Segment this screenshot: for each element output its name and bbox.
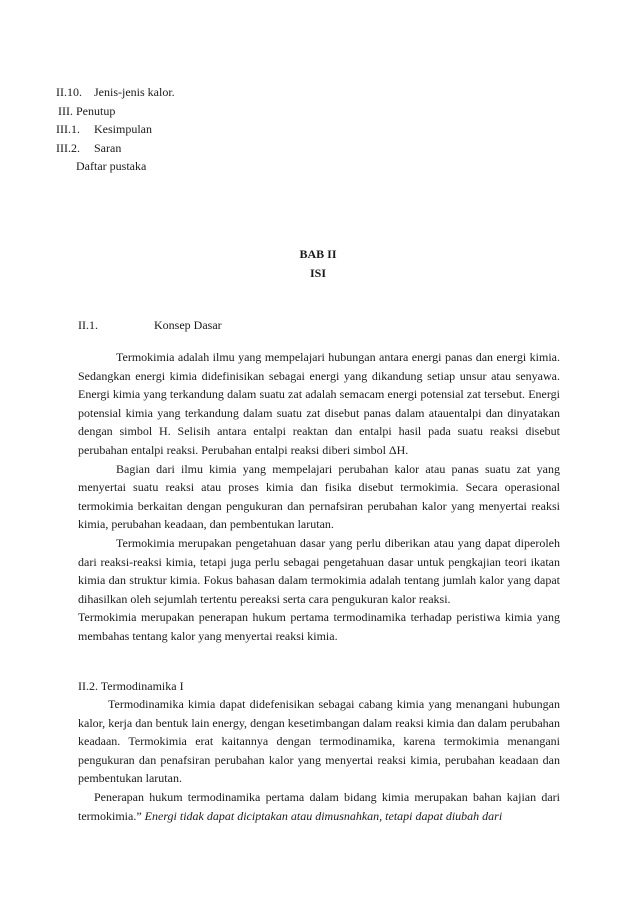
toc-item bbox=[56, 139, 175, 158]
paragraph: Termodinamika kimia dapat didefenisikan sebagai cabang kimia yang menangani hubungan kalor, kerja dan bentuk lain energy, dengan kesetimbangan dalam reaksi kimia dan dalam perubahan keadaan. Termokimia erat kaitannya dengan termodinamika, karena termokimia menangani pengukuran dan penafsiran perubahan kalor yang menyertai reaksi kimia, perubahan keadaan dan pembentukan larutan. bbox=[78, 697, 560, 786]
section-heading bbox=[78, 316, 560, 334]
toc-item bbox=[56, 120, 175, 139]
toc-label: Saran bbox=[94, 140, 122, 155]
toc-number: III.1. bbox=[56, 122, 80, 136]
section-title: Konsep Dasar bbox=[154, 318, 222, 332]
table-of-contents bbox=[56, 83, 175, 176]
toc-label: Jenis-jenis kalor. bbox=[94, 85, 175, 99]
paragraph: Bagian dari ilmu kimia yang mempelajari perubahan kalor atau panas suatu zat yang menyertai suatu reaksi atau proses kimia dan fisika disebut termokimia. Secara operasional termokimia berkaitan dengan pengukuran dan pernafsiran perubahan kalor yang menyertai reaksi kimia, perubahan keadaan, dan pembentukan larutan. bbox=[78, 461, 560, 532]
toc-number: III.2. bbox=[56, 140, 80, 155]
chapter-title: BAB II bbox=[299, 247, 337, 261]
section-konsep-dasar bbox=[78, 316, 560, 646]
chapter-subtitle: ISI bbox=[309, 266, 326, 280]
toc-item bbox=[56, 102, 175, 121]
paragraph: Termokimia merupakan penerapan hukum pertama termodinamika terhadap peristiwa kimia yang membahas tentang kalor yang menyertai reaksi kimia. bbox=[78, 610, 560, 643]
toc-item bbox=[56, 157, 175, 176]
paragraph: Termokimia adalah ilmu yang mempelajari hubungan antara energi panas dan energi kimia. Sedangkan energi kimia didefinisikan sebagai energi yang dikandung setiap unsur atau senyawa. Energi kimia yang terkandung dalam suatu zat adalah semacam energi potensial zat tersebut. Energi potensial kimia yang terkandung dalam suatu zat disebut panas dalam atauentalpi dan dinyatakan dengan simbol H. Selisih antara entalpi reaktan dan entalpi hasil pada suatu reaksi disebut perubahan entalpi reaksi. Perubahan entalpi reaksi diberi simbol ΔH. bbox=[78, 350, 560, 457]
section-termodinamika bbox=[78, 677, 560, 825]
section-number: II.1. bbox=[78, 318, 98, 332]
paragraph: Termokimia merupakan pengetahuan dasar yang perlu diberikan atau yang dapat diperoleh dari reaksi-reaksi kimia, tetapi juga perlu sebagai pengetahuan dasar untuk pengkajian teori ikatan kimia dan struktur kimia. Fokus bahasan dalam termokimia adalah tentang jumlah kalor yang dapat dihasilkan oleh sejumlah tertentu pereaksi serta cara pengukuran kalor reaksi. bbox=[78, 535, 560, 606]
toc-number: II.10. bbox=[56, 85, 82, 99]
quote-text: Energi tidak dapat diciptakan atau dimusnahkan, tetapi dapat diubah dari bbox=[144, 808, 503, 823]
toc-label: Kesimpulan bbox=[94, 122, 152, 136]
paragraph bbox=[78, 788, 560, 825]
toc-label: Daftar pustaka bbox=[76, 159, 147, 173]
paragraph-text: Penerapan hukum termodinamika pertama dalam bidang kimia merupakan bahan kajian dari termokimia.” bbox=[78, 789, 560, 823]
toc-item bbox=[56, 83, 175, 102]
section-heading: II.2. Termodinamika I bbox=[78, 679, 184, 693]
toc-label: III. Penutup bbox=[58, 103, 116, 118]
